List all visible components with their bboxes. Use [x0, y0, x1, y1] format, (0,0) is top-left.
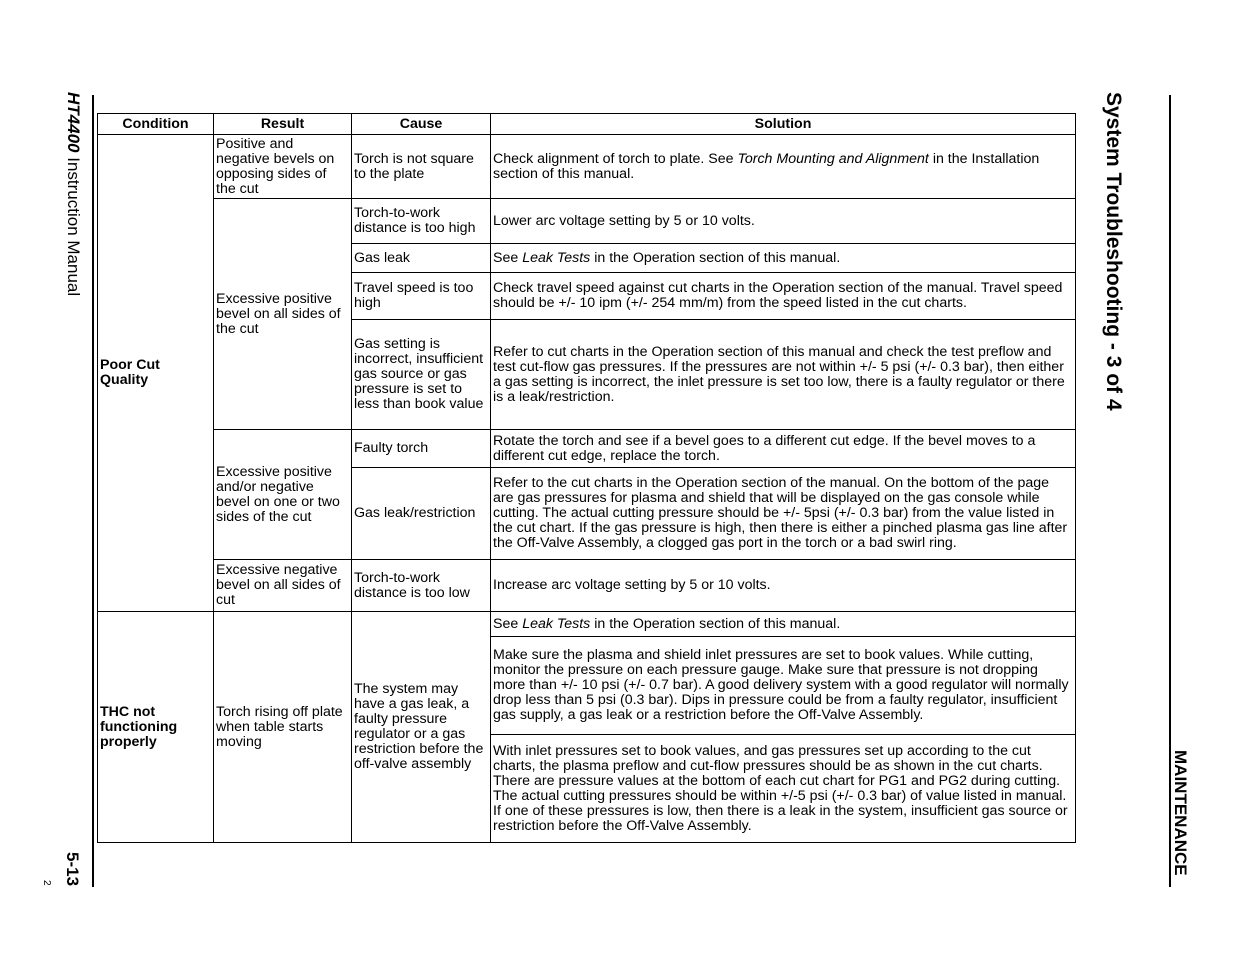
- solution-text: in the Operation section of this manual.: [590, 615, 841, 632]
- section-name: MAINTENANCE: [1171, 750, 1190, 876]
- manual-title: [63, 92, 83, 296]
- cause-cell: Travel speed is too high: [352, 273, 491, 320]
- solution-cell: Refer to cut charts in the Operation section of this manual and check the test preflow and test cut-flow gas pressures. If the pressures are not within +/- 5 psi (+/- 0.3 bar), then either a gas setting is incorrect, the inlet pressure is set too low, there is a faulty regulator or there is a leak/restriction.: [491, 320, 1076, 430]
- solution-cell: Increase arc voltage setting by 5 or 10 volts.: [491, 560, 1076, 612]
- cause-cell: Gas leak/restriction: [352, 468, 491, 560]
- column-header-cause: Cause: [352, 114, 491, 135]
- solution-cell: Rotate the torch and see if a bevel goes to a different cut edge. If the bevel moves to a different cut edge, replace the torch.: [491, 430, 1076, 468]
- page-subnumber: 2: [41, 880, 52, 886]
- solution-cell: [491, 244, 1076, 273]
- solution-cell: [491, 135, 1076, 199]
- solution-cell: [491, 612, 1076, 637]
- condition-cell: Poor Cut Quality: [98, 135, 214, 612]
- page-number: 5-13: [63, 852, 82, 887]
- solution-text: See: [493, 249, 523, 266]
- manual-reference: Torch Mounting and Alignment: [737, 150, 929, 167]
- manual-brand: HT4400: [64, 92, 83, 153]
- column-header-solution: Solution: [491, 114, 1076, 135]
- table-row: [98, 199, 1076, 244]
- table-row: [98, 560, 1076, 612]
- cause-cell: Gas leak: [352, 244, 491, 273]
- solution-text: in the Operation section of this manual.: [590, 249, 841, 266]
- table-row: [98, 612, 1076, 637]
- column-header-result: Result: [214, 114, 352, 135]
- result-cell: Excessive negative bevel on all sides of cut: [214, 560, 352, 612]
- solution-text: Check alignment of torch to plate. See: [493, 150, 738, 167]
- manual-reference: Leak Tests: [522, 615, 591, 632]
- column-header-condition: Condition: [98, 114, 214, 135]
- solution-cell: Refer to the cut charts in the Operation section of the manual. On the bottom of the page are gas pressures for plasma and shield that will be displayed on the gas console while cutting. The actual cutting pressure should be +/- 5psi (+/- 0.3 bar) from the value listed in the cut chart. If the gas pressure is high, then there is either a pinched plasma gas line after the Off-Valve Assembly, a clogged gas port in the torch or a bad swirl ring.: [491, 468, 1076, 560]
- solution-text: in the Installation section of this manual.: [493, 150, 1040, 182]
- section-title: System Troubleshooting - 3 of 4: [1102, 92, 1125, 411]
- manual-reference: Leak Tests: [522, 249, 591, 266]
- left-margin-rule: [92, 95, 94, 887]
- table-row: [98, 430, 1076, 468]
- cause-cell: Faulty torch: [352, 430, 491, 468]
- cause-cell: The system may have a gas leak, a faulty pressure regulator or a gas restriction before the off-valve assembly: [352, 612, 491, 843]
- result-cell: Excessive positive bevel on all sides of the cut: [214, 199, 352, 430]
- troubleshooting-table: [97, 113, 1076, 843]
- solution-cell: With inlet pressures set to book values, and gas pressures set up according to the cut charts, the plasma preflow and cut-flow pressures should be as shown in the cut charts. There are pressure values at the bottom of each cut chart for PG1 and PG2 during cutting. The actual cutting pressures should be within +/-5 psi (+/- 0.3 bar) of value listed in manual. If one of these pressures is low, then there is a leak in the system, insufficient gas source or restriction before the Off-Valve Assembly.: [491, 735, 1076, 843]
- cause-cell: Torch-to-work distance is too high: [352, 199, 491, 244]
- solution-text: See: [493, 615, 523, 632]
- result-cell: Excessive positive and/or negative bevel on one or two sides of the cut: [214, 430, 352, 560]
- cause-cell: Torch is not square to the plate: [352, 135, 491, 199]
- cause-cell: Gas setting is incorrect, insufficient gas source or gas pressure is set to less than book value: [352, 320, 491, 430]
- table-row: [98, 135, 1076, 199]
- table-header-row: [98, 114, 1076, 135]
- manual-title-text: Instruction Manual: [64, 157, 83, 297]
- result-cell: Torch rising off plate when table starts moving: [214, 612, 352, 843]
- condition-cell: THC not functioning properly: [98, 612, 214, 843]
- result-cell: Positive and negative bevels on opposing sides of the cut: [214, 135, 352, 199]
- cause-cell: Torch-to-work distance is too low: [352, 560, 491, 612]
- solution-cell: Lower arc voltage setting by 5 or 10 volts.: [491, 199, 1076, 244]
- solution-cell: Check travel speed against cut charts in the Operation section of the manual. Travel speed should be +/- 10 ipm (+/- 254 mm/m) from the speed listed in the cut charts.: [491, 273, 1076, 320]
- solution-cell: Make sure the plasma and shield inlet pressures are set to book values. While cutting, monitor the pressure on each pressure gauge. Make sure that pressure is not dropping more than +/- 10 psi (+/- 0.7 bar). A good delivery system with a good regulator will normally drop less than 5 psi (0.3 bar). Dips in pressure could be from a faulty regulator, insufficient gas supply, a gas leak or a restriction before the Off-Valve Assembly.: [491, 637, 1076, 735]
